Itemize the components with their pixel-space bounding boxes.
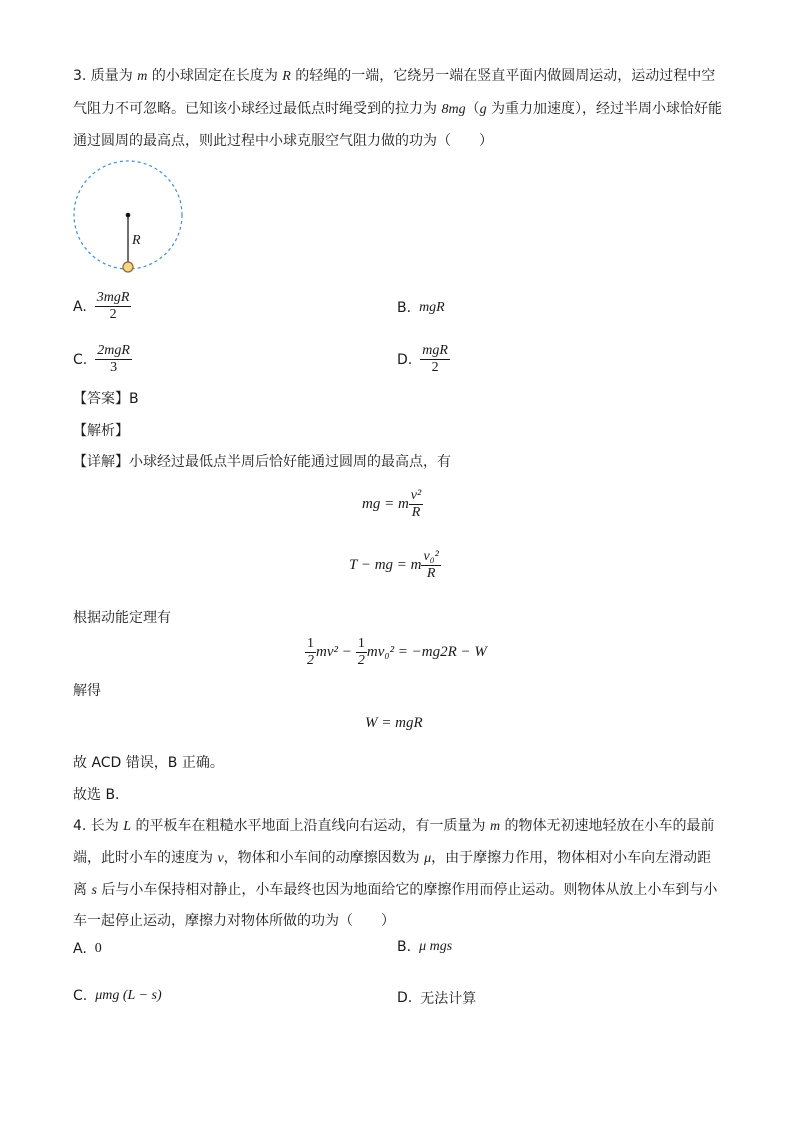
q4-text: ，由于摩擦力作用，物体相对小车向左滑动距 [431, 850, 712, 866]
eq-text: mv² − [316, 644, 352, 660]
q4-text: ，物体和小车间的动摩擦因数为 [223, 850, 425, 866]
q4-option-b[interactable] [397, 939, 452, 955]
frac-num: 3mgR [96, 290, 130, 305]
frac-den: 2 [109, 307, 117, 322]
circle-diagram [71, 158, 185, 276]
frac-num: v² [410, 488, 422, 503]
q4-text: 端，此时小车的速度为 [73, 850, 218, 866]
eq1-fraction [409, 488, 423, 521]
q3-stem-line-2 [73, 99, 722, 120]
frac-den: R [426, 566, 436, 581]
q3-option-b[interactable] [397, 300, 445, 316]
option-label: C. [73, 351, 88, 368]
frac-den: 2 [307, 653, 314, 668]
equation-2 [349, 549, 441, 582]
q3-text: 为重力加速度），经过半周小球恰好能 [486, 101, 723, 117]
frac-den: 2 [357, 653, 365, 668]
frac-num: v₀² [423, 549, 439, 564]
q3-stem-line-1 [73, 66, 715, 87]
q3-theorem: 根据动能定理有 [73, 610, 171, 626]
q4-stem-line-3 [73, 880, 717, 901]
option-label: B. [397, 300, 412, 316]
equation-3 [305, 636, 487, 669]
option-a-value: 0 [94, 941, 102, 956]
q4-option-c[interactable] [73, 988, 162, 1004]
option-d-fraction [420, 343, 450, 376]
q3-conclusion-1: 故 ACD 错误，B 正确。 [73, 755, 224, 771]
q3-detail: 【详解】小球经过最低点半周后恰好能通过圆周的最高点，有 [73, 454, 451, 470]
option-a-fraction [95, 290, 132, 323]
q4-stem-line-1 [73, 816, 715, 837]
frac-num: 1 [307, 636, 314, 651]
q3-text: 的小球固定在长度为 [147, 68, 283, 84]
q4-var-s: s [91, 883, 97, 898]
q3-stem-line-3: 通过圆周的最高点，则此过程中小球克服空气阻力做的功为（ ） [73, 133, 493, 149]
eq2-fraction [421, 549, 440, 582]
radius-label: R [132, 233, 141, 248]
q4-text: 的平板车在粗糙水平地面上沿直线向右运动，有一质量为 [131, 818, 490, 834]
equation-4: W = mgR [365, 715, 423, 731]
option-b-value: mgR [419, 300, 445, 315]
q3-text: （ [465, 101, 480, 117]
option-label: B. [397, 939, 412, 955]
option-label: D. [397, 351, 413, 368]
q3-option-a[interactable] [73, 290, 131, 323]
option-c-fraction [95, 343, 132, 376]
ball [123, 262, 133, 272]
q4-text: 离 [73, 882, 92, 898]
q4-var-m: m [489, 819, 501, 834]
pivot-point [126, 213, 131, 218]
q3-text: 3. 质量为 [73, 68, 138, 84]
q3-answer: 【答案】B [73, 391, 139, 407]
q4-var-v: v [217, 851, 224, 866]
frac-den: R [411, 505, 421, 520]
eq3-half-1 [305, 636, 316, 669]
eq-text: mv₀² = −mg2R − W [366, 644, 487, 660]
q4-text: 4. 长为 [73, 818, 124, 834]
option-d-value: 无法计算 [420, 991, 477, 1007]
q3-analysis-heading: 【解析】 [73, 423, 129, 439]
q3-var-g: g [479, 102, 487, 117]
frac-den: 3 [110, 360, 118, 375]
q4-text: 的物体无初速地轻放在小车的最前 [500, 818, 715, 834]
q3-var-R: R [282, 69, 291, 84]
q3-option-d[interactable] [397, 343, 450, 376]
option-label: C. [73, 988, 88, 1004]
q4-stem-line-2 [73, 848, 711, 869]
frac-num: mgR [422, 343, 448, 358]
q4-var-L: L [123, 819, 132, 834]
q3-option-c[interactable] [73, 343, 132, 376]
q3-text: 的轻绳的一端，它绕另一端在竖直平面内做圆周运动，运动过程中空 [290, 68, 716, 84]
q4-option-d[interactable] [397, 988, 476, 1008]
q3-text: 气阻力不可忽略。已知该小球经过最低点时绳受到的拉力为 [73, 101, 442, 117]
q3-circle-figure [71, 158, 185, 280]
equation-1 [362, 488, 423, 521]
eq-text: T − mg = m [349, 557, 422, 573]
option-c-value: μmg (L − s) [95, 988, 162, 1003]
frac-num: 1 [357, 636, 365, 651]
frac-den: 2 [431, 360, 439, 375]
option-label: A. [73, 941, 87, 957]
option-b-value: μ mgs [419, 939, 453, 954]
q3-conclusion-2: 故选 B. [73, 787, 120, 803]
eq-text: mg = m [362, 496, 409, 512]
q4-option-a[interactable] [73, 941, 102, 957]
q3-var-m: m [137, 69, 148, 84]
option-label: D. [397, 990, 413, 1006]
option-label: A. [73, 298, 87, 315]
frac-num: 2mgR [97, 343, 130, 358]
eq3-half-2 [356, 636, 367, 669]
q4-stem-line-4: 车一起停止运动，摩擦力对物体所做的功为（ ） [73, 913, 395, 929]
q3-solve: 解得 [73, 683, 101, 699]
q3-var-8mg: 8mg [441, 102, 466, 117]
q4-var-mu: μ [424, 851, 432, 866]
q4-text: 后与小车保持相对静止，小车最终也因为地面给它的摩擦作用而停止运动。则物体从放上小车到与小 [96, 882, 718, 898]
